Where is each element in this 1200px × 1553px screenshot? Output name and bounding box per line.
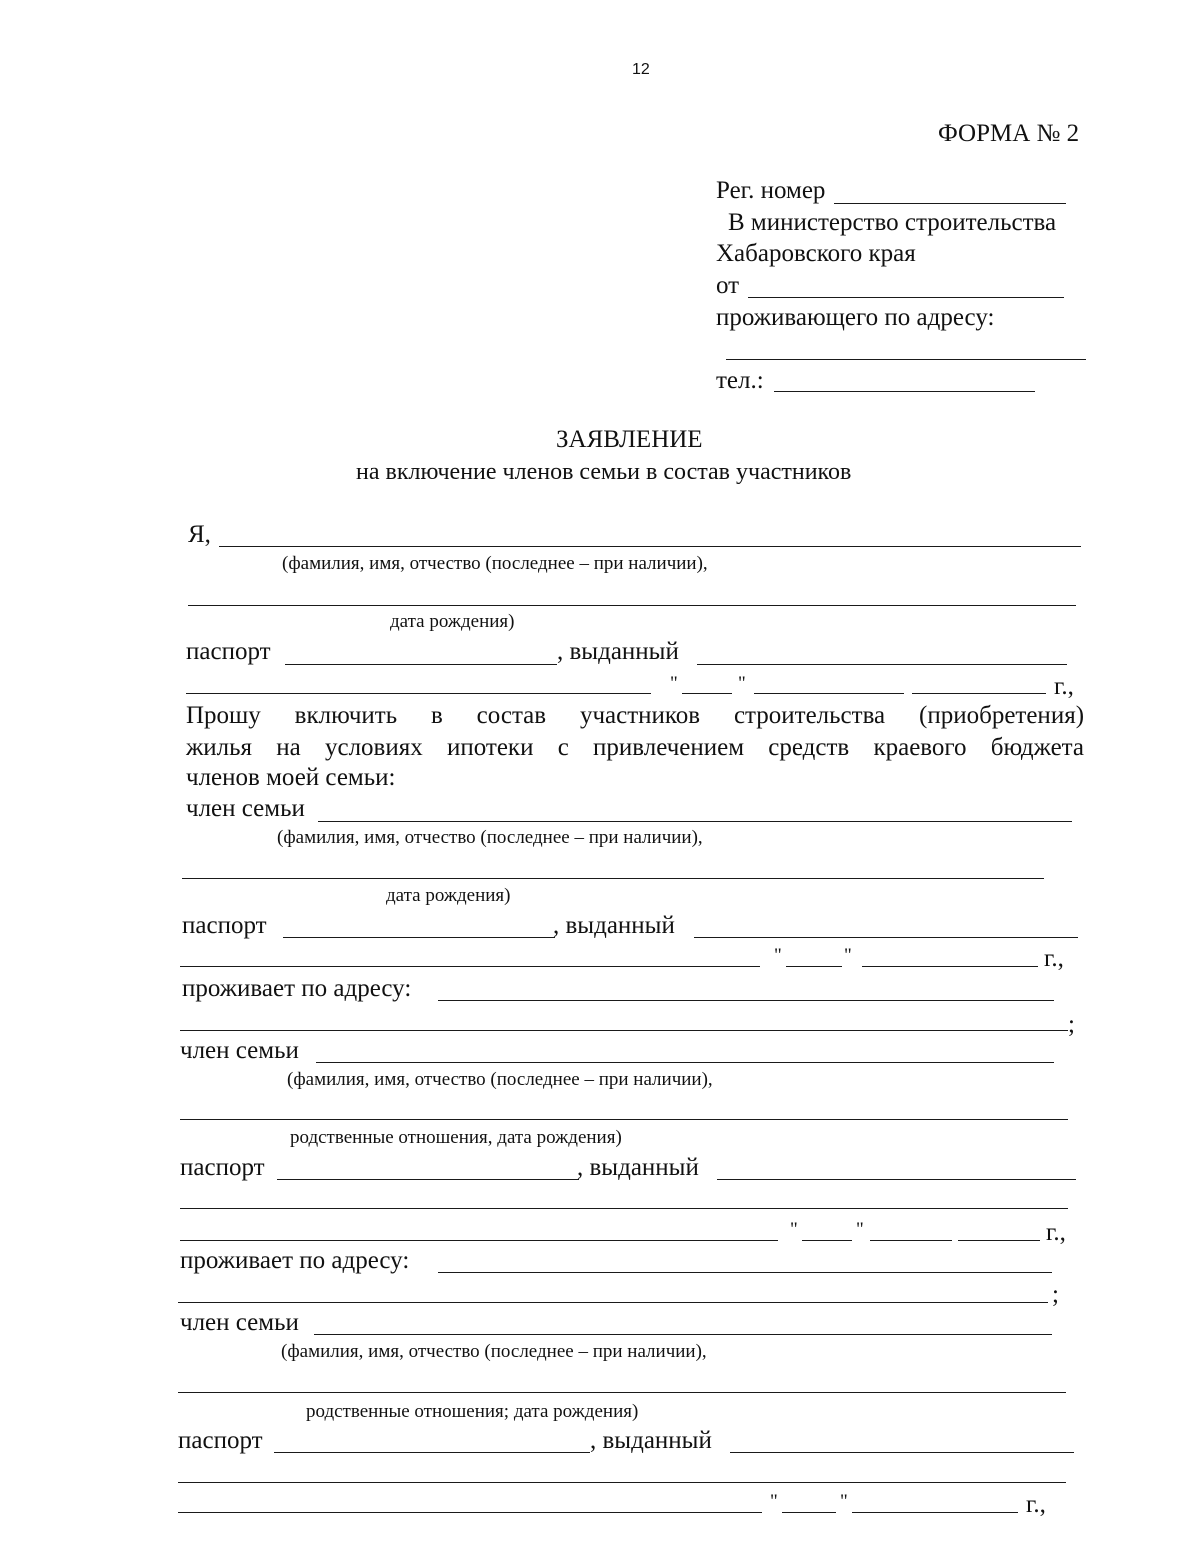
member2-year-label: г., — [1046, 1219, 1066, 1246]
applicant-passport-label: паспорт — [186, 638, 271, 665]
reg-number-field[interactable] — [834, 203, 1066, 204]
member3-passport-field[interactable] — [274, 1452, 590, 1453]
from-label: от — [716, 272, 740, 299]
member1-issued-by-field-2[interactable] — [180, 966, 760, 967]
member2-relation-hint: родственные отношения, дата рождения) — [290, 1127, 622, 1148]
document-subtitle: на включение членов семьи в состав участников — [356, 459, 852, 485]
member3-quote-open: " — [770, 1491, 778, 1512]
request-word: с — [557, 734, 569, 761]
applicant-issued-by-field-2[interactable] — [186, 693, 651, 694]
member2-issue-year-field[interactable] — [958, 1240, 1040, 1241]
applicant-birth-field[interactable] — [188, 605, 1076, 606]
request-word: жилья на условиях — [186, 734, 423, 761]
member2-quote-close: " — [856, 1219, 864, 1240]
member3-relation-field[interactable] — [178, 1392, 1066, 1393]
from-field[interactable] — [748, 297, 1064, 298]
member1-passport-field[interactable] — [283, 937, 555, 938]
member3-relation-hint: родственные отношения; дата рождения) — [306, 1401, 639, 1422]
tel-field[interactable] — [774, 391, 1035, 392]
member3-issue-day-field[interactable] — [782, 1512, 836, 1513]
member1-quote-close: " — [844, 945, 852, 966]
request-line-3: членов моей семьи: — [186, 764, 396, 791]
applicant-issue-year-field[interactable] — [912, 693, 1046, 694]
member1-passport-label: паспорт — [182, 912, 267, 939]
member2-issue-month-field[interactable] — [870, 1240, 952, 1241]
member3-issued-by-field-2[interactable] — [178, 1482, 1066, 1483]
request-word: в — [430, 702, 443, 729]
member1-birth-field[interactable] — [182, 878, 1044, 879]
member1-year-label: г., — [1044, 945, 1064, 972]
applicant-year-label: г., — [1054, 673, 1074, 700]
residing-address-field[interactable] — [726, 359, 1086, 360]
member2-passport-label: паспорт — [180, 1154, 265, 1181]
member1-address-field-2[interactable] — [180, 1030, 1068, 1031]
member3-issued-label: , выданный — [590, 1427, 712, 1454]
ministry-line-2: Хабаровского края — [716, 240, 916, 267]
request-word: краевого — [873, 734, 967, 761]
member1-issue-day-field[interactable] — [786, 966, 842, 967]
request-word: включить — [294, 702, 398, 729]
page-number: 12 — [632, 61, 650, 78]
member2-passport-field[interactable] — [277, 1179, 579, 1180]
applicant-issued-by-field[interactable] — [697, 664, 1067, 665]
member3-quote-close: " — [840, 1491, 848, 1512]
request-word: (приобретения) — [919, 702, 1085, 729]
member2-name-field[interactable] — [316, 1062, 1054, 1063]
member3-name-field[interactable] — [314, 1334, 1052, 1335]
applicant-birth-hint: дата рождения) — [390, 611, 515, 632]
member2-fio-hint: (фамилия, имя, отчество (последнее – при наличии), — [287, 1069, 713, 1090]
residing-label: проживающего по адресу: — [716, 304, 995, 331]
member2-label: член семьи — [180, 1037, 299, 1064]
request-word: бюджета — [990, 734, 1085, 761]
member1-issued-label: , выданный — [553, 912, 675, 939]
member1-address-label: проживает по адресу: — [182, 975, 412, 1002]
member1-issue-date-field[interactable] — [862, 966, 1038, 967]
tel-label: тел.: — [716, 367, 764, 394]
request-word: средств — [768, 734, 850, 761]
member2-issued-by-field[interactable] — [717, 1179, 1076, 1180]
member2-address-field-2[interactable] — [178, 1302, 1048, 1303]
member1-issued-by-field[interactable] — [694, 937, 1078, 938]
member3-issued-by-field[interactable] — [730, 1452, 1074, 1453]
member2-quote-open: " — [790, 1219, 798, 1240]
applicant-passport-field[interactable] — [285, 664, 557, 665]
member3-year-label: г., — [1026, 1491, 1046, 1518]
member1-address-field[interactable] — [438, 1000, 1054, 1001]
request-word: участников — [579, 702, 701, 729]
member2-address-field[interactable] — [438, 1272, 1052, 1273]
member3-issued-by-field-3[interactable] — [178, 1512, 762, 1513]
member2-issue-day-field[interactable] — [802, 1240, 852, 1241]
applicant-name-field[interactable] — [219, 546, 1081, 547]
applicant-issue-month-field[interactable] — [754, 693, 904, 694]
member3-passport-label: паспорт — [178, 1427, 263, 1454]
member1-fio-hint: (фамилия, имя, отчество (последнее – при наличии), — [277, 827, 703, 848]
member2-relation-field[interactable] — [180, 1119, 1068, 1120]
member1-birth-hint: дата рождения) — [386, 885, 511, 906]
reg-number-label: Рег. номер — [716, 177, 826, 204]
request-word: ипотеки — [446, 734, 534, 761]
member2-semicolon: ; — [1052, 1281, 1059, 1308]
applicant-issue-day-field[interactable] — [682, 693, 732, 694]
member3-issue-date-field[interactable] — [852, 1512, 1018, 1513]
member2-address-label: проживает по адресу: — [180, 1247, 410, 1274]
member1-quote-open: " — [774, 945, 782, 966]
member2-issued-label: , выданный — [577, 1154, 699, 1181]
member3-fio-hint: (фамилия, имя, отчество (последнее – при наличии), — [281, 1341, 707, 1362]
member3-label: член семьи — [180, 1309, 299, 1336]
member1-label: член семьи — [186, 795, 305, 822]
request-word: Прошу — [186, 702, 261, 729]
request-line-2 — [186, 734, 1084, 762]
ministry-line-1: В министерство строительства — [728, 209, 1057, 236]
member2-issued-by-field-2[interactable] — [180, 1208, 1068, 1209]
request-word: строительства — [733, 702, 886, 729]
request-word: состав — [476, 702, 547, 729]
request-word: привлечением — [593, 734, 745, 761]
applicant-i-label: Я, — [188, 521, 211, 548]
request-line-1 — [186, 702, 1084, 730]
member1-name-field[interactable] — [318, 821, 1072, 822]
applicant-fio-hint: (фамилия, имя, отчество (последнее – при наличии), — [282, 553, 708, 574]
applicant-quote-open: " — [670, 673, 678, 694]
applicant-quote-close: " — [738, 673, 746, 694]
member1-semicolon: ; — [1068, 1011, 1075, 1038]
member2-issued-by-field-3[interactable] — [180, 1240, 778, 1241]
applicant-issued-label: , выданный — [557, 638, 679, 665]
form-label: ФОРМА № 2 — [938, 120, 1080, 147]
document-title: ЗАЯВЛЕНИЕ — [556, 426, 703, 453]
